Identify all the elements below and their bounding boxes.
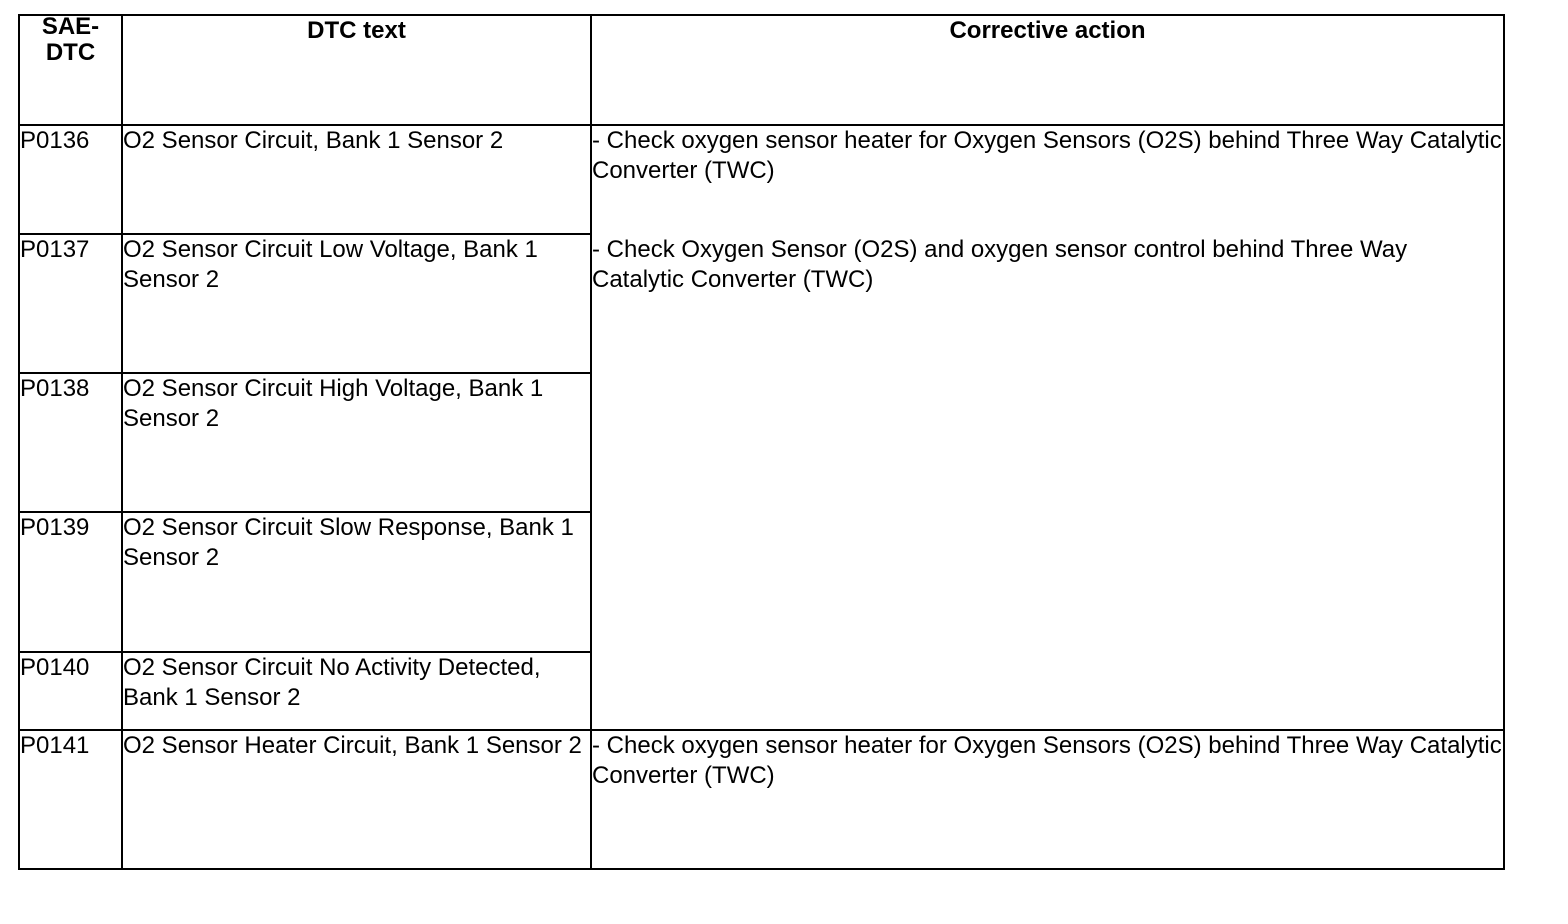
dtc-code: P0140 xyxy=(19,652,122,730)
dtc-text: O2 Sensor Circuit No Activity Detected, Bank 1 Sensor 2 xyxy=(122,652,591,730)
header-corrective-action: Corrective action xyxy=(591,15,1504,125)
action-item: - Check oxygen sensor heater for Oxygen Sensors (O2S) behind Three Way Catalytic Converter (TWC) xyxy=(592,127,1502,184)
header-sae-dtc xyxy=(19,15,122,125)
corrective-action-group-2 xyxy=(591,730,1504,869)
dtc-text: O2 Sensor Heater Circuit, Bank 1 Sensor 2 xyxy=(122,730,591,869)
dtc-code: P0136 xyxy=(19,125,122,234)
table-row xyxy=(19,730,1504,869)
corrective-action-group-1 xyxy=(591,125,1504,730)
dtc-code: P0137 xyxy=(19,234,122,373)
header-sae-line1: SAE- xyxy=(41,13,100,40)
header-dtc-text: DTC text xyxy=(122,15,591,125)
action-item: - Check Oxygen Sensor (O2S) and oxygen sensor control behind Three Way Catalytic Converter (TWC) xyxy=(592,236,1408,293)
dtc-text: O2 Sensor Circuit Low Voltage, Bank 1 Sensor 2 xyxy=(122,234,591,373)
dtc-code: P0139 xyxy=(19,512,122,652)
dtc-code: P0141 xyxy=(19,730,122,869)
dtc-text: O2 Sensor Circuit Slow Response, Bank 1 Sensor 2 xyxy=(122,512,591,652)
table-row xyxy=(19,125,1504,234)
action-item: - Check oxygen sensor heater for Oxygen Sensors (O2S) behind Three Way Catalytic Converter (TWC) xyxy=(592,732,1502,789)
table-header-row xyxy=(19,15,1504,125)
header-sae-line2: DTC xyxy=(45,39,96,66)
dtc-text: O2 Sensor Circuit, Bank 1 Sensor 2 xyxy=(122,125,591,234)
dtc-text: O2 Sensor Circuit High Voltage, Bank 1 Sensor 2 xyxy=(122,373,591,512)
dtc-code: P0138 xyxy=(19,373,122,512)
dtc-table xyxy=(18,14,1505,870)
